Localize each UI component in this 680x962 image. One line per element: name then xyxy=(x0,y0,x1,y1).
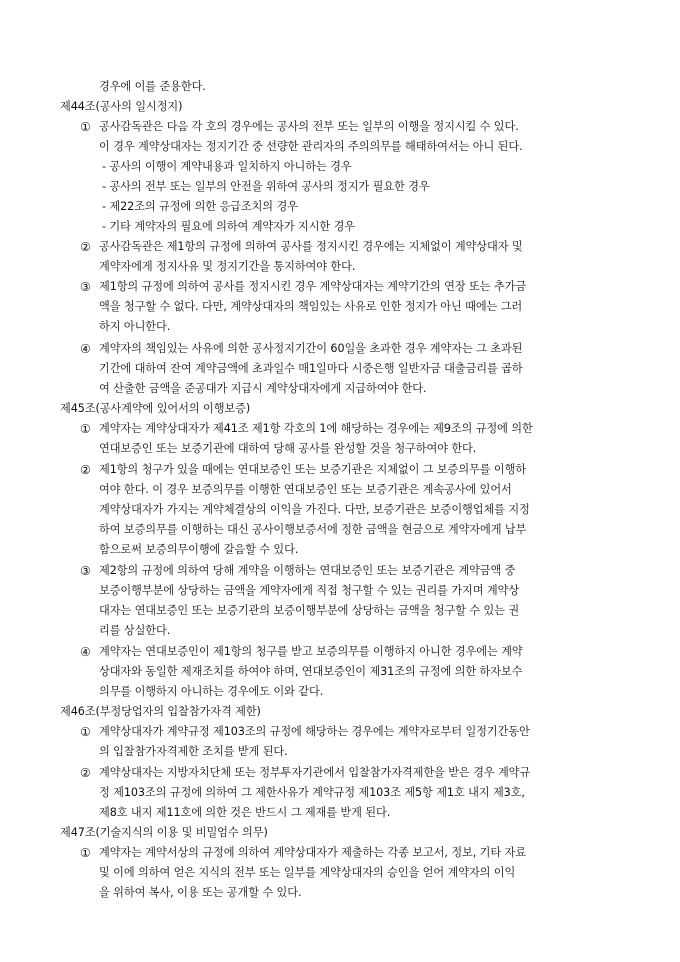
article-45-p3-line: 대자는 연대보증인 또는 보증기관의 보증이행부분에 상당하는 금액을 청구할 수 있는 권 xyxy=(99,604,520,617)
article-44-p1-mark: ① xyxy=(80,120,91,134)
article-46-heading: 제46조(부정당업자의 입찰참가자격 제한) xyxy=(60,705,261,718)
article-45-p2-line: 여야 한다. 이 경우 보증의무를 이행한 연대보증인 또는 보증기관은 계속공사에 있어서 xyxy=(99,483,512,496)
article-44-p2-line: 공사감독관은 제1항의 규정에 의하여 공사를 정지시킨 경우에는 지체없이 계약상대자 및 xyxy=(99,240,523,253)
article-45-p3-line: 제2항의 규정에 의하여 당해 계약을 이행하는 연대보증인 또는 보증기관은 계약금액 중 xyxy=(99,564,516,577)
article-47-p1-mark: ① xyxy=(80,846,91,860)
article-45-p2-line: 함으로써 보증의무이행에 갈음할 수 있다. xyxy=(99,543,299,556)
article-45-p2-line: 제1항의 청구가 있을 때에는 연대보증인 또는 보증기관은 지체없이 그 보증의무를 이행하 xyxy=(99,463,527,476)
article-44-p4-line: 기간에 대하여 잔여 계약금액에 초과일수 매1일마다 시중은행 일반자금 대출금리를 곱하 xyxy=(99,362,523,375)
article-46-p1-line: 계약상대자가 계약규정 제103조의 규정에 해당하는 경우에는 계약자로부터 일정기간동안 xyxy=(99,725,530,738)
article-44-heading: 제44조(공사의 일시정지) xyxy=(60,100,183,113)
article-45-p2-line: 하여 보증의무를 이행하는 대신 공사이행보증서에 정한 금액을 현금으로 계약자에게 납부 xyxy=(99,523,527,536)
article-44-p4-line: 계약자의 책임있는 사유에 의한 공사정지기간이 60일을 초과한 경우 계약자는 그 초과된 xyxy=(99,342,523,355)
article-45-p2-line: 계약상대자가 가지는 계약체결상의 이익을 가진다. 다만, 보증기관은 보증이행업체를 지정 xyxy=(99,503,530,516)
article-44-item: - 기타 계약자의 필요에 의하여 계약자가 지시한 경우 xyxy=(102,220,355,233)
article-47-p1-line: 계약자는 계약서상의 규정에 의하여 계약상대자가 제출하는 각종 보고서, 정보, 기타 자료 xyxy=(99,846,526,859)
article-44-p2-mark: ② xyxy=(80,240,91,254)
article-44-p3-line: 액을 청구할 수 없다. 다만, 계약상대자의 책임있는 사유로 인한 정지가 아닌 때에는 그러 xyxy=(99,300,523,313)
article-45-p4-mark: ④ xyxy=(80,645,91,659)
article-47-heading: 제47조(기술지식의 이용 및 비밀엄수 의무) xyxy=(60,826,268,839)
article-44-p3-mark: ③ xyxy=(80,280,91,294)
article-44-item: - 공사의 이행이 계약내용과 일치하지 아니하는 경우 xyxy=(102,160,352,173)
article-45-p1-mark: ① xyxy=(80,422,91,436)
article-45-p2-mark: ② xyxy=(80,463,91,477)
article-45-p4-line: 계약자는 연대보증인이 제1항의 청구를 받고 보증의무를 이행하지 아니한 경우에는 계약 xyxy=(99,645,523,658)
article-46-p1-mark: ① xyxy=(80,725,91,739)
article-45-p3-mark: ③ xyxy=(80,564,91,578)
article-44-p1-line: 이 경우 계약상대자는 정지기간 중 선량한 관리자의 주의의무를 해태하여서는 아니 된다. xyxy=(99,140,523,153)
article-47-p1-line: 을 위하여 복사, 이용 또는 공개할 수 있다. xyxy=(99,886,302,899)
article-45-p1-line: 연대보증인 또는 보증기관에 대하여 당해 공사를 완성할 것을 청구하여야 한다. xyxy=(99,442,477,455)
article-44-item: - 제22조의 규정에 의한 응급조치의 경우 xyxy=(102,200,298,213)
intro-line: 경우에 이를 준용한다. xyxy=(99,80,206,93)
article-45-p4-line: 상대자와 동일한 제재조치를 하여야 하며, 연대보증인이 제31조의 규정에 의한 하자보수 xyxy=(99,665,523,678)
article-44-p1-line: 공사감독관은 다음 각 호의 경우에는 공사의 전부 또는 일부의 이행을 정지시킬 수 있다. xyxy=(99,120,519,133)
article-44-p3-line: 하지 아니한다. xyxy=(99,320,171,333)
article-44-p4-mark: ④ xyxy=(80,342,91,356)
article-45-p3-line: 보증이행부분에 상당하는 금액을 계약자에게 직접 청구할 수 있는 권리를 가지며 계약상 xyxy=(99,584,520,597)
article-44-item: - 공사의 전부 또는 일부의 안전을 위하여 공사의 정지가 필요한 경우 xyxy=(102,180,430,193)
article-45-heading: 제45조(공사계약에 있어서의 이행보증) xyxy=(60,402,251,415)
article-46-p1-line: 의 입찰참가자격제한 조치를 받게 된다. xyxy=(99,745,288,758)
article-46-p2-line: 계약상대자는 지방자치단체 또는 정부투자기관에서 입찰참가자격제한을 받은 경우 계약규 xyxy=(99,766,531,779)
article-44-p3-line: 제1항의 규정에 의하여 공사를 정지시킨 경우 계약상대자는 계약기간의 연장 또는 추가금 xyxy=(99,280,527,293)
article-46-p2-mark: ② xyxy=(80,766,91,780)
article-46-p2-line: 제8호 내지 제11호에 의한 것은 반드시 그 제재를 받게 된다. xyxy=(99,806,391,819)
article-44-p4-line: 여 산출한 금액을 준공대가 지급시 계약상대자에게 지급하여야 한다. xyxy=(99,382,427,395)
article-46-p2-line: 정 제103조의 규정에 의하여 그 제한사유가 계약규정 제103조 제5항 제1호 내지 제3호, xyxy=(99,786,525,799)
article-44-p2-line: 계약자에게 정지사유 및 정지기간을 통지하여야 한다. xyxy=(99,260,356,273)
article-45-p4-line: 의무를 이행하지 아니하는 경우에도 이와 같다. xyxy=(99,685,324,698)
article-47-p1-line: 및 이에 의하여 얻은 지식의 전부 또는 일부를 계약상대자의 승인을 얻어 계약자의 이익 xyxy=(99,866,516,879)
article-45-p1-line: 계약자는 계약상대자가 제41조 제1항 각호의 1에 해당하는 경우에는 제9조의 규정에 의한 xyxy=(99,422,533,435)
article-45-p3-line: 리를 상실한다. xyxy=(99,624,171,637)
